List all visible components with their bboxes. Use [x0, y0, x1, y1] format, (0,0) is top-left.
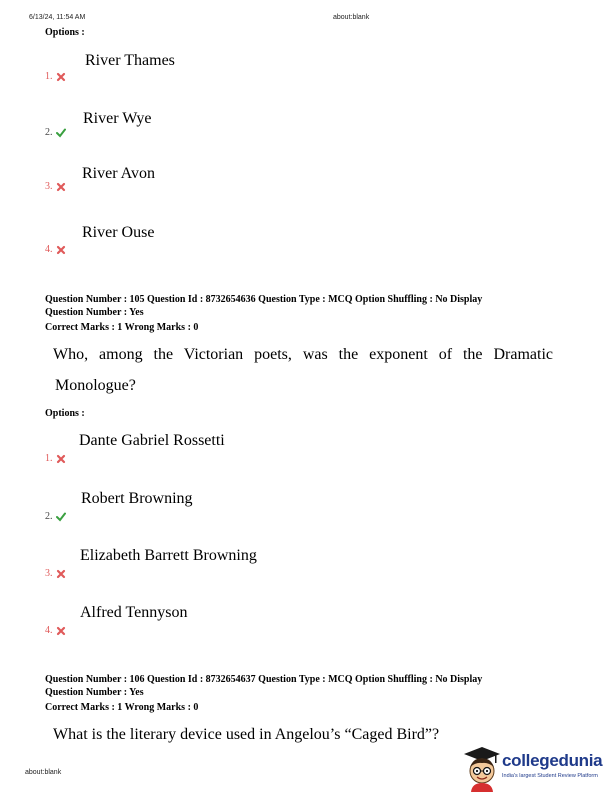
print-timestamp: 6/13/24, 11:54 AM	[29, 14, 86, 21]
question-meta: Question Number : Yes	[45, 687, 144, 698]
option-text: River Thames	[85, 52, 175, 69]
option-number: 4.	[45, 625, 66, 636]
option-number: 1.	[45, 453, 66, 464]
question-meta: Question Number : 106 Question Id : 8732654637 Question Type : MCQ Option Shuffling : No Display	[45, 674, 483, 685]
option-text: River Wye	[83, 110, 152, 127]
option-number: 3.	[45, 568, 66, 579]
option-text: Robert Browning	[81, 490, 193, 507]
logo-wordmark: collegedunia	[502, 751, 603, 770]
question-text: Who, among the Victorian poets, was the exponent of the Dramatic	[53, 346, 553, 363]
wrong-icon	[56, 454, 66, 464]
wrong-icon	[56, 569, 66, 579]
correct-check-icon	[56, 512, 66, 522]
wrong-icon	[56, 245, 66, 255]
mascot-icon	[462, 745, 502, 792]
question-meta: Question Number : Yes	[45, 307, 144, 318]
question-text: What is the literary device used in Angelou’s “Caged Bird”?	[53, 726, 440, 743]
wrong-icon	[56, 182, 66, 192]
print-title: about:blank	[333, 14, 370, 21]
logo-tagline: India's largest Student Review Platform	[502, 773, 598, 779]
wrong-icon	[56, 72, 66, 82]
correct-check-icon	[56, 128, 66, 138]
question-meta: Question Number : 105 Question Id : 8732654636 Question Type : MCQ Option Shuffling : No Display	[45, 294, 483, 305]
options-label: Options :	[45, 408, 85, 419]
option-number: 2.	[45, 511, 66, 522]
question-text: Monologue?	[55, 377, 136, 394]
option-number: 4.	[45, 244, 66, 255]
option-number: 3.	[45, 181, 66, 192]
option-number: 1.	[45, 71, 66, 82]
option-text: River Avon	[82, 165, 156, 182]
option-text: Elizabeth Barrett Browning	[80, 547, 257, 564]
marks-info: Correct Marks : 1 Wrong Marks : 0	[45, 702, 199, 713]
options-label: Options :	[45, 27, 85, 38]
marks-info: Correct Marks : 1 Wrong Marks : 0	[45, 322, 199, 333]
collegedunia-logo	[462, 745, 612, 792]
option-text: Dante Gabriel Rossetti	[79, 432, 225, 449]
option-number: 2.	[45, 127, 66, 138]
option-text: Alfred Tennyson	[80, 604, 188, 621]
print-footer-url: about:blank	[25, 769, 62, 776]
option-text: River Ouse	[82, 224, 155, 241]
wrong-icon	[56, 626, 66, 636]
